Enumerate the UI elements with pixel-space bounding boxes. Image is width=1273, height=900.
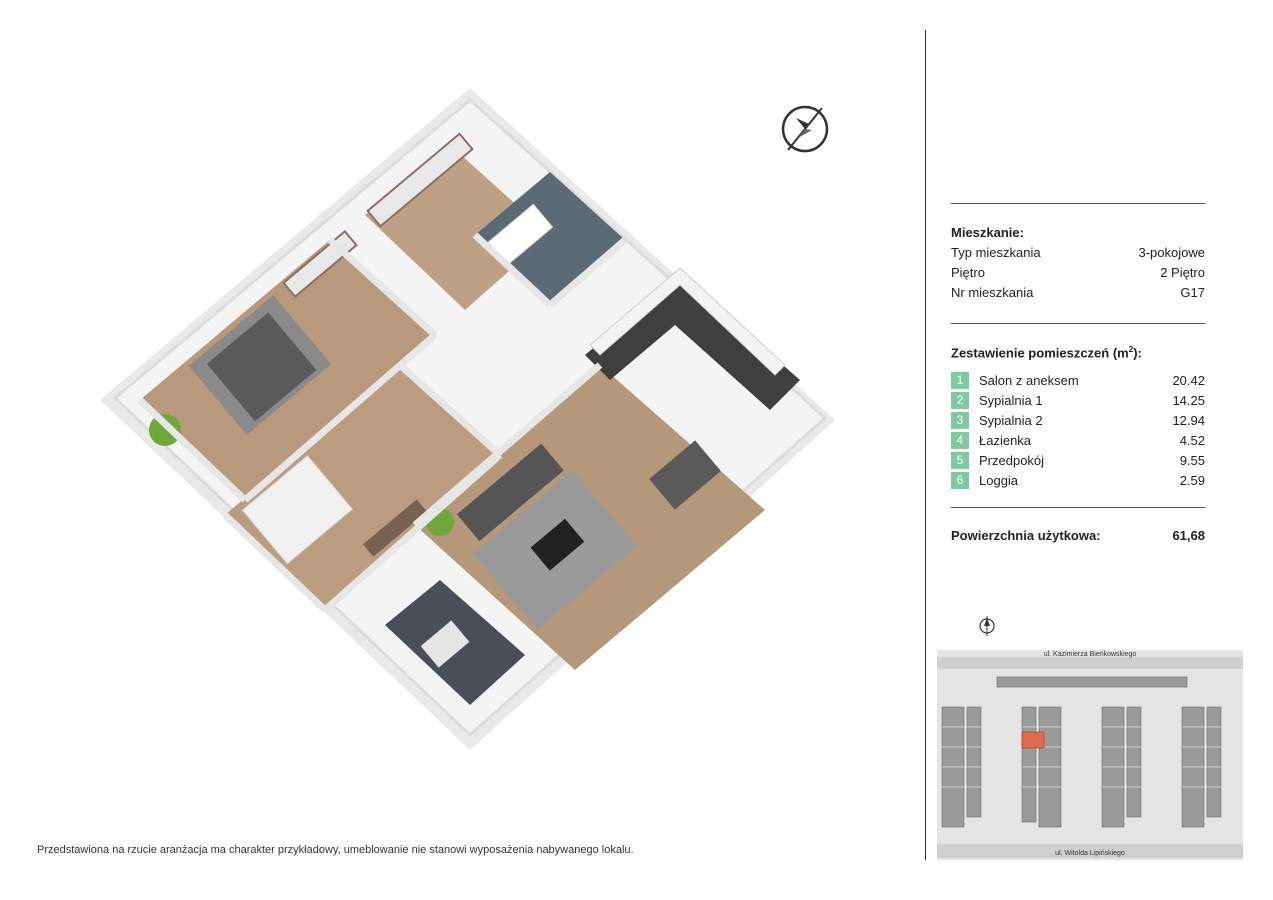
room-area: 4.52 bbox=[1179, 433, 1205, 448]
total-value: 61,68 bbox=[1172, 528, 1205, 543]
street-bottom-label: ul. Witolda Lipińskiego bbox=[1055, 850, 1125, 857]
apartment-floor-plan bbox=[80, 80, 850, 760]
room-name: Sypialnia 2 bbox=[979, 413, 1043, 428]
detail-label: Piętro bbox=[951, 265, 985, 280]
room-number-badge: 3 bbox=[951, 412, 969, 429]
room-area: 20.42 bbox=[1172, 373, 1205, 388]
room-number-badge: 6 bbox=[951, 472, 969, 489]
room-name: Łazienka bbox=[979, 433, 1032, 448]
site-location-map bbox=[937, 612, 1243, 860]
detail-value: 3-pokojowe bbox=[1138, 245, 1205, 260]
room-area: 2.59 bbox=[1179, 473, 1205, 488]
disclaimer-text: Przedstawiona na rzucie aranżacja ma charakter przykładowy, umeblowanie nie stanowi wyposażenia nabywanego lokalu. bbox=[37, 844, 634, 856]
room-row bbox=[951, 432, 1205, 450]
room-number-badge: 5 bbox=[951, 452, 969, 469]
room-row bbox=[951, 392, 1205, 410]
room-number-badge: 1 bbox=[951, 372, 969, 389]
detail-value: 2 Piętro bbox=[1160, 265, 1205, 280]
room-area: 9.55 bbox=[1179, 453, 1205, 468]
details-heading: Mieszkanie: bbox=[951, 225, 1024, 240]
map-compass-icon bbox=[980, 616, 994, 636]
rooms-heading bbox=[951, 342, 1142, 361]
room-row bbox=[951, 372, 1205, 390]
total-top-rule bbox=[951, 507, 1205, 508]
detail-label: Typ mieszkania bbox=[951, 245, 1041, 260]
room-name: Salon z aneksem bbox=[979, 373, 1079, 388]
room-row bbox=[951, 412, 1205, 430]
room-name: Przedpokój bbox=[979, 453, 1045, 468]
detail-label: Nr mieszkania bbox=[951, 285, 1034, 300]
room-area: 12.94 bbox=[1172, 413, 1205, 428]
details-top-rule bbox=[951, 203, 1205, 204]
detail-value: G17 bbox=[1180, 285, 1205, 300]
rooms-top-rule bbox=[951, 323, 1205, 324]
total-label: Powierzchnia użytkowa: bbox=[951, 528, 1101, 543]
apartment-location-marker bbox=[1022, 732, 1044, 748]
rooms-heading-sup: 2 bbox=[1128, 345, 1134, 354]
vertical-divider bbox=[925, 30, 926, 860]
room-number-badge: 4 bbox=[951, 432, 969, 449]
room-row bbox=[951, 472, 1205, 490]
street-top-label: ul. Kazimierza Bieńkowskiego bbox=[1043, 651, 1137, 658]
room-number-badge: 2 bbox=[951, 392, 969, 409]
room-area: 14.25 bbox=[1172, 393, 1205, 408]
rooms-heading-text: Zestawienie pomieszczeń (m bbox=[951, 345, 1129, 361]
room-name: Loggia bbox=[979, 473, 1019, 488]
room-row bbox=[951, 452, 1205, 470]
rooms-heading-end: ): bbox=[1133, 345, 1142, 361]
room-name: Sypialnia 1 bbox=[979, 393, 1043, 408]
compass-icon bbox=[776, 100, 834, 158]
